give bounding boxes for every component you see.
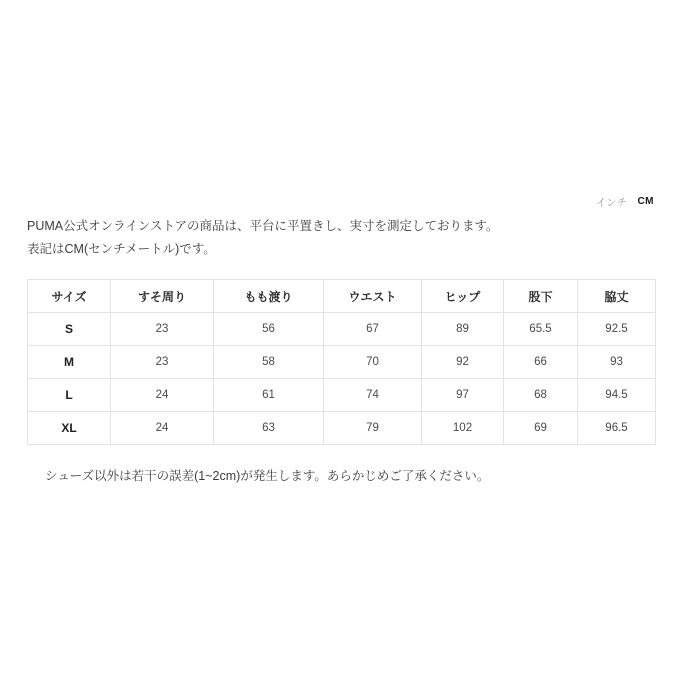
table-cell: 92 [422,346,504,379]
table-cell: 61 [214,379,324,412]
table-cell: 23 [111,313,214,346]
table-cell: 93 [578,346,656,379]
table-cell: 94.5 [578,379,656,412]
size-table-container [27,279,655,445]
unit-inch-button[interactable]: インチ [595,198,628,209]
intro-line-1: PUMA公式オンラインストアの商品は、平台に平置きし、実寸を測定しております。 [27,219,499,233]
tolerance-note: シューズ以外は若干の誤差(1~2cm)が発生します。あらかじめご了承ください。 [45,469,490,483]
table-cell: 63 [214,412,324,445]
table-cell: 56 [214,313,324,346]
size-label: M [28,346,111,379]
table-cell: 58 [214,346,324,379]
table-cell: 92.5 [578,313,656,346]
table-cell: 74 [324,379,422,412]
size-table [27,279,656,445]
measurement-intro [27,215,653,261]
table-cell: 23 [111,346,214,379]
header-size: サイズ [28,280,111,313]
header-hem: すそ周り [111,280,214,313]
header-side-length: 脇丈 [578,280,656,313]
table-cell: 24 [111,412,214,445]
table-cell: 69 [504,412,578,445]
table-row [28,313,656,346]
table-cell: 66 [504,346,578,379]
unit-toggle [596,194,654,209]
table-cell: 79 [324,412,422,445]
header-waist: ウエスト [324,280,422,313]
table-cell: 68 [504,379,578,412]
header-inseam: 股下 [504,280,578,313]
intro-line-2: 表記はCM(センチメートル)です。 [27,242,216,256]
table-header-row [28,280,656,313]
table-cell: 24 [111,379,214,412]
table-cell: 102 [422,412,504,445]
table-cell: 97 [422,379,504,412]
table-cell: 89 [422,313,504,346]
size-label: S [28,313,111,346]
table-row [28,379,656,412]
table-cell: 67 [324,313,422,346]
table-cell: 70 [324,346,422,379]
header-thigh: もも渡り [214,280,324,313]
table-row [28,412,656,445]
table-row [28,346,656,379]
table-cell: 65.5 [504,313,578,346]
header-hip: ヒップ [422,280,504,313]
size-label: L [28,379,111,412]
size-label: XL [28,412,111,445]
table-cell: 96.5 [578,412,656,445]
unit-cm-button[interactable]: CM [637,196,654,207]
